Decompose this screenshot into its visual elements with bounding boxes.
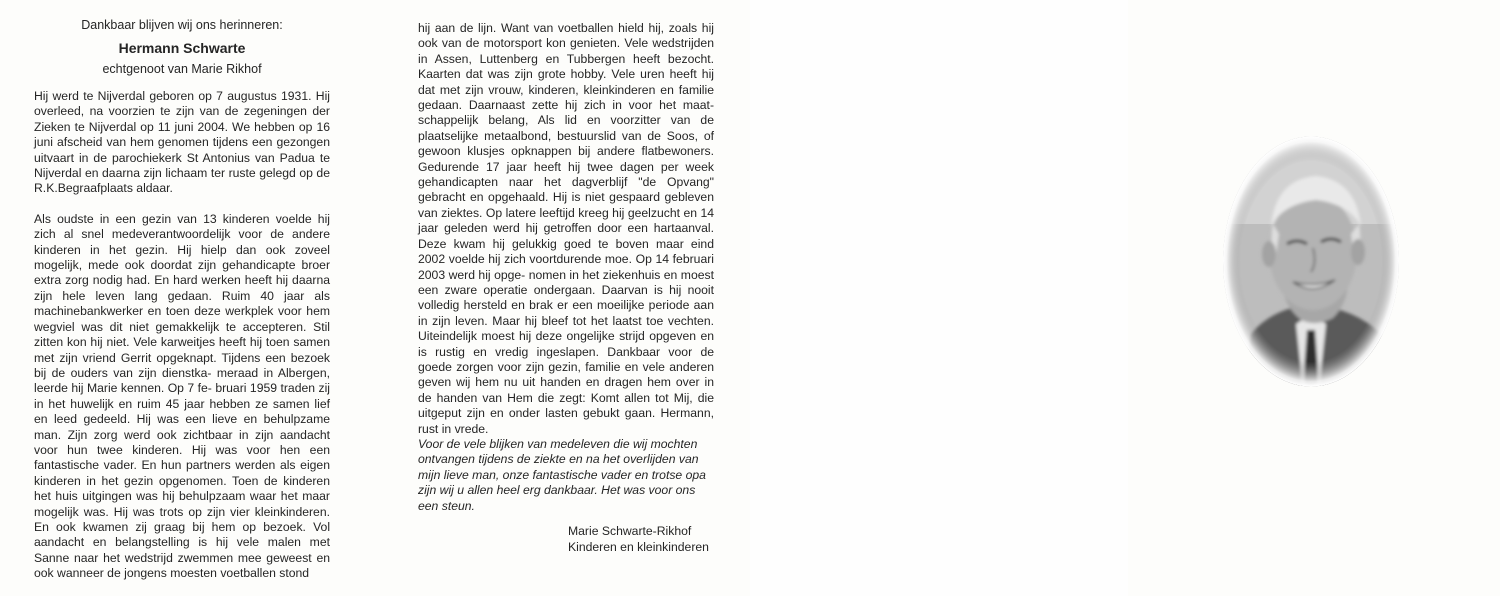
text-line: ook van de motorsport kon genieten. Vele wedstrijden	[418, 36, 714, 51]
text-line: ook doordat zijn gehandicapte broer extra zorg nodig	[34, 258, 331, 288]
text-line: in Assen, Luttenberg en Tubbergen heeft bezocht.	[418, 51, 714, 66]
text-line: gedaan. Daarnaast zette hij zich in voor het maat-	[418, 98, 714, 113]
text-line: kinderen het huis uitgingen was hij behulpzaam waar	[34, 473, 330, 504]
text-line: gewoon klusjes opknappen bij andere flatbewoners.	[418, 144, 714, 159]
thanks-line: Voor de vele blijken van medeleven die wij mochten	[418, 437, 698, 451]
spouse-line: echtgenoot van Marie Rikhof	[102, 62, 262, 76]
text-line: het maar mogelijk was. Hij was trots op zijn vier	[34, 489, 330, 519]
text-line: eigen kinderen in het gezin opgenomen. Toen de	[34, 458, 330, 488]
biography-column-2	[418, 21, 714, 437]
text-line: karweitjes heeft hij toen samen met zijn vriend Gerrit	[34, 335, 330, 365]
text-line: voortdurende moe. Op 14 februari 2003 werd hij opge-	[418, 252, 714, 282]
text-line: 16 juni afscheid van hem genomen tijdens een	[34, 119, 331, 150]
text-line: ingeslapen. Dankbaar voor de goede zorgen voor zijn	[418, 344, 714, 374]
biography-paragraph	[34, 89, 330, 197]
text-line: goed te boven maar eind 2002 voelde hij zich	[418, 236, 714, 267]
signature-block	[568, 524, 709, 555]
text-line: een fantastische vader. En hun partners werden als	[34, 442, 331, 473]
portrait-photo	[1221, 134, 1401, 389]
text-line: Hij werd te Nijverdal geboren op 7 augustus 1931.	[34, 89, 312, 103]
biography-paragraph	[418, 21, 714, 437]
text-line: plaatselijke metaalbond, bestuurslid van de Soos, of	[418, 128, 714, 143]
text-line: Zieken te Nijverdal op 11 juni 2004. We hebben op	[34, 119, 313, 134]
deceased-name: Hermann Schwarte	[118, 40, 246, 56]
text-line: Als oudste in een gezin van 13 kinderen voelde hij zich	[34, 211, 330, 242]
text-line: en ook wanneer de jongens moesten voetballen stond	[34, 550, 330, 581]
text-line: en behulpzame man. Zijn zorg werd ook zichtbaar in	[34, 412, 331, 442]
card-panel-photo	[1128, 0, 1500, 596]
text-line: toen deze werkplek voor hem wegviel was dit niet	[34, 304, 331, 334]
signature-name: Marie Schwarte-Rikhof	[568, 524, 692, 538]
signature-family: Kinderen en kleinkinderen	[568, 539, 709, 554]
text-line: zegt: Komt allen tot Mij, die uitgeput zijn en onder	[418, 390, 714, 421]
text-line: gezin, familie en vele anderen geven wij hem nu uit	[418, 359, 714, 390]
text-line: handen en dragen hem over in de handen van Hem die	[418, 375, 714, 405]
text-line: gezongen uitvaart in de parochiekerk St Antonius van	[34, 135, 330, 165]
intro-line: Dankbaar blijven wij ons herinneren:	[81, 18, 283, 32]
card-panel-blank	[750, 0, 1128, 596]
text-line: Hij is niet gespaard gebleven van ziektes. Op latere	[418, 190, 714, 220]
text-line: Hij overleed, na voorzien te zijn van de zegeningen der	[34, 89, 331, 119]
text-line: zijn aandacht voor hun twee kinderen. Hij was voor hen	[34, 427, 330, 457]
text-line: al snel medeverantwoordelijk voor de andere kinderen	[34, 227, 330, 257]
biography-paragraph	[34, 212, 330, 582]
text-line: dat met zijn vrouw, kinderen, kleinkinderen en familie	[418, 82, 714, 97]
text-line: kleinkinderen. En ook kwamen zij graag bij hem op	[34, 504, 330, 534]
thanks-line: mijn lieve man, onze fantastische vader en trotse opa	[418, 467, 706, 482]
text-line: bruari 1959 traden zij in het huwelijk en ruim 45 jaar	[34, 381, 330, 411]
text-line: lasten gebukt gaan. Hermann, rust in vrede.	[418, 406, 714, 436]
text-line: gehandicapten naar het dagverblijf "de Opvang"	[418, 175, 714, 190]
text-line: hij aan de lijn. Want van voetballen hield hij, zoals hij	[418, 21, 714, 35]
text-line: gebracht en opgehaald.	[418, 190, 549, 205]
text-line: ondergaan. Daarvan is hij nooit volledig hersteld en	[418, 282, 714, 313]
text-line: met Sanne naar het wedstrijd zwemmen mee geweest	[34, 535, 330, 565]
text-line: bezoek. Vol aandacht en belangstelling is hij vele malen	[34, 519, 331, 550]
biography-column-1	[34, 89, 330, 582]
card-panel-middle	[378, 0, 750, 596]
thanks-line: zijn wij u allen heel erg dankbaar. Het was voor ons	[418, 483, 696, 498]
text-line: getroffen door een hartaanval. Deze kwam hij gelukkig	[418, 221, 714, 251]
text-line: leeftijd kreeg hij geelzucht en 14 jaar geleden werd hij	[418, 205, 715, 236]
text-line: Tijdens een bezoek bij de ouders van zijn dienstka-	[34, 350, 331, 380]
text-line: in het gezin. Hij hielp dan ook zoveel mogelijk, mede	[34, 242, 330, 273]
thanks-line: een steun.	[418, 498, 475, 513]
text-line: brak er een moeilijke periode aan in zijn leven. Maar hij	[418, 298, 714, 328]
text-line: lang gedaan. Ruim 40 jaar als machinebankwerker en	[34, 288, 330, 319]
text-line: had. En hard werken heeft hij daarna zijn hele leven	[34, 273, 331, 303]
text-line: nomen in het ziekenhuis en moest een zware operatie	[418, 267, 714, 297]
text-line: meraad in Albergen, leerde hij Marie kennen. Op 7 fe-	[34, 365, 330, 396]
text-line: deze ongelijke strijd opgeven en is rustig en vredig	[418, 329, 715, 359]
text-line: hebben ze samen lief en leed gedeeld. Hij was een lieve	[34, 396, 331, 427]
thanks-line: ontvangen tijdens de ziekte en na het overlijden van	[418, 452, 699, 467]
text-line: gemakkelijk te accepteren. Stil zitten kon hij niet. Vele	[34, 319, 330, 350]
text-line: gelegd op de R.K.Begraafplaats aldaar.	[34, 166, 330, 196]
text-line: schappelijk belang, Als lid en voorzitter van de	[418, 113, 714, 128]
text-line: Kaarten dat was zijn grote hobby. Vele uren heeft hij	[418, 67, 714, 82]
text-line: opgeknapt.	[156, 350, 217, 365]
text-line: bleef tot het laatst toe vechten. Uiteindelijk moest hij	[418, 313, 714, 344]
thanks-message	[418, 437, 714, 514]
card-panel-left	[0, 0, 378, 596]
text-line: Padua te Nijverdal en daarna zijn lichaam ter ruste	[34, 150, 330, 181]
text-line: Gedurende 17 jaar heeft hij twee dagen per week	[418, 159, 714, 174]
